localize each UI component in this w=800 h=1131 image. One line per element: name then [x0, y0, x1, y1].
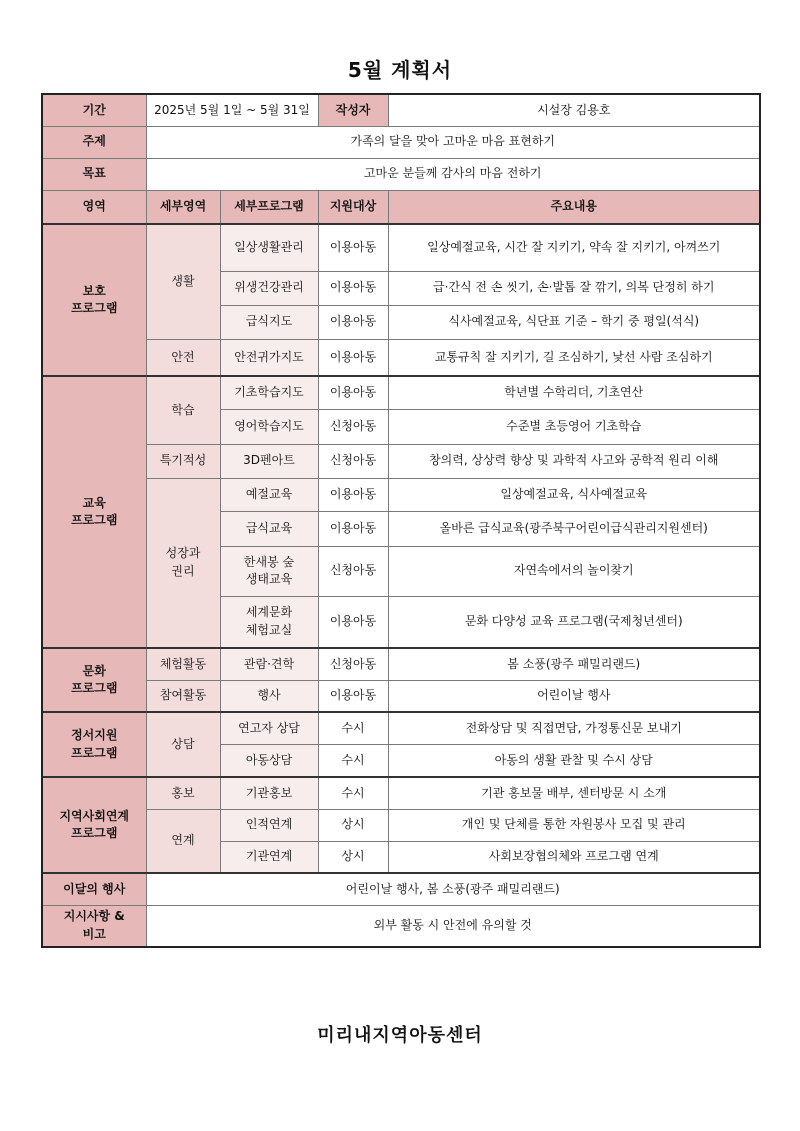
sub-area-study: 학습: [146, 376, 220, 444]
col-sub-area: 세부영역: [146, 190, 220, 224]
target-cell: 수시: [318, 777, 388, 809]
program-cell: 아동상담: [220, 744, 318, 777]
program-cell: 기초학습지도: [220, 376, 318, 409]
content-cell: 자연속에서의 놀이찾기: [388, 546, 760, 596]
content-cell: 창의력, 상상력 향상 및 과학적 사고와 공학적 원리 이해: [388, 444, 760, 478]
col-target: 지원대상: [318, 190, 388, 224]
target-cell: 수시: [318, 712, 388, 744]
target-cell: 이용아동: [318, 224, 388, 271]
sub-area-experience: 체험활동: [146, 648, 220, 680]
target-cell: 이용아동: [318, 478, 388, 511]
author-value: [388, 94, 760, 126]
theme-value: 가족의 달을 맞아 고마운 마음 표현하기: [146, 126, 760, 158]
program-cell: 안전귀가지도: [220, 339, 318, 376]
program-cell: 관람·견학: [220, 648, 318, 680]
target-cell: 이용아동: [318, 305, 388, 339]
goal-row: [42, 158, 760, 190]
target-cell: 신청아동: [318, 546, 388, 596]
table-row: [42, 376, 760, 409]
table-row: [42, 478, 760, 511]
table-row: [42, 680, 760, 712]
section-emotion: 정서지원 프로그램: [42, 712, 146, 777]
program-cell: 급식지도: [220, 305, 318, 339]
content-cell: 아동의 생활 관찰 및 수시 상담: [388, 744, 760, 777]
content-cell: 식사예절교육, 식단표 기준 – 학기 중 평일(석식): [388, 305, 760, 339]
target-cell: 수시: [318, 744, 388, 777]
sub-area-talent: 특기적성: [146, 444, 220, 478]
table-row: [42, 224, 760, 271]
target-cell: 신청아동: [318, 444, 388, 478]
content-cell: 어린이날 행사: [388, 680, 760, 712]
target-cell: 이용아동: [318, 376, 388, 409]
plan-table: [41, 93, 761, 948]
sub-area-pr: 홍보: [146, 777, 220, 809]
program-cell: 세계문화 체험교실: [220, 596, 318, 648]
column-header-row: [42, 190, 760, 224]
author-label: 작성자: [318, 94, 388, 126]
content-cell: 올바른 급식교육(광주북구어린이급식관리지원센터): [388, 511, 760, 546]
target-cell: 이용아동: [318, 680, 388, 712]
theme-label: 주제: [42, 126, 146, 158]
notes-value: 외부 활동 시 안전에 유의할 것: [146, 905, 760, 947]
program-cell: 위생건강관리: [220, 271, 318, 305]
col-content: 주요내용: [388, 190, 760, 224]
program-cell: 기관홍보: [220, 777, 318, 809]
target-cell: 상시: [318, 809, 388, 841]
program-cell: 연고자 상담: [220, 712, 318, 744]
notes-row: [42, 905, 760, 947]
content-cell: 사회보장협의체와 프로그램 연계: [388, 841, 760, 873]
sub-area-participation: 참여활동: [146, 680, 220, 712]
table-row: [42, 648, 760, 680]
content-cell: 학년별 수학리더, 기초연산: [388, 376, 760, 409]
content-cell: 기관 홍보물 배부, 센터방문 시 소개: [388, 777, 760, 809]
target-cell: 이용아동: [318, 271, 388, 305]
section-protect: 보호 프로그램: [42, 224, 146, 376]
target-cell: 신청아동: [318, 409, 388, 444]
program-cell: 인적연계: [220, 809, 318, 841]
table-row: [42, 712, 760, 744]
section-community: 지역사회연계 프로그램: [42, 777, 146, 873]
program-cell: 기관연계: [220, 841, 318, 873]
target-cell: 신청아동: [318, 648, 388, 680]
content-cell: 문화 다양성 교육 프로그램(국제청년센터): [388, 596, 760, 648]
content-cell: 수준별 초등영어 기초학습: [388, 409, 760, 444]
content-cell: 개인 및 단체를 통한 자원봉사 모집 및 관리: [388, 809, 760, 841]
sub-area-link: 연계: [146, 809, 220, 873]
sub-area-safety: 안전: [146, 339, 220, 376]
table-row: [42, 339, 760, 376]
sub-area-counsel: 상담: [146, 712, 220, 777]
col-area: 영역: [42, 190, 146, 224]
content-cell: 급·간식 전 손 씻기, 손·발톱 잘 깎기, 의복 단정히 하기: [388, 271, 760, 305]
author-name: 시설장 김용호: [537, 102, 611, 117]
content-cell: 교통규칙 잘 지키기, 길 조심하기, 낯선 사람 조심하기: [388, 339, 760, 376]
content-cell: 일상예절교육, 시간 잘 지키기, 약속 잘 지키기, 아껴쓰기: [388, 224, 760, 271]
table-row: [42, 809, 760, 841]
period-row: [42, 94, 760, 126]
content-cell: 일상예절교육, 식사예절교육: [388, 478, 760, 511]
program-cell: 행사: [220, 680, 318, 712]
content-cell: 전화상담 및 직접면담, 가정통신문 보내기: [388, 712, 760, 744]
target-cell: 상시: [318, 841, 388, 873]
program-cell: 한새봉 숲 생태교육: [220, 546, 318, 596]
section-culture: 문화 프로그램: [42, 648, 146, 712]
document-title: 5월 계획서: [347, 58, 453, 82]
events-value: 어린이날 행사, 봄 소풍(광주 패밀리랜드): [146, 873, 760, 905]
period-label: 기간: [42, 94, 146, 126]
sub-area-growth: 성장과 권리: [146, 478, 220, 648]
content-cell: 봄 소풍(광주 패밀리랜드): [388, 648, 760, 680]
goal-label: 목표: [42, 158, 146, 190]
period-value: 2025년 5월 1일 ~ 5월 31일: [146, 94, 318, 126]
program-cell: 예절교육: [220, 478, 318, 511]
events-label: 이달의 행사: [42, 873, 146, 905]
table-row: [42, 777, 760, 809]
target-cell: 이용아동: [318, 511, 388, 546]
section-edu: 교육 프로그램: [42, 376, 146, 648]
sub-area-life: 생활: [146, 224, 220, 339]
program-cell: 급식교육: [220, 511, 318, 546]
target-cell: 이용아동: [318, 339, 388, 376]
events-row: [42, 873, 760, 905]
program-cell: 영어학습지도: [220, 409, 318, 444]
program-cell: 일상생활관리: [220, 224, 318, 271]
notes-label: 지시사항 & 비고: [42, 905, 146, 947]
table-row: [42, 444, 760, 478]
theme-row: [42, 126, 760, 158]
goal-value: 고마운 분들께 감사의 마음 전하기: [146, 158, 760, 190]
center-name: 미리내지역아동센터: [317, 1025, 483, 1046]
target-cell: 이용아동: [318, 596, 388, 648]
program-cell: 3D펜아트: [220, 444, 318, 478]
col-program: 세부프로그램: [220, 190, 318, 224]
